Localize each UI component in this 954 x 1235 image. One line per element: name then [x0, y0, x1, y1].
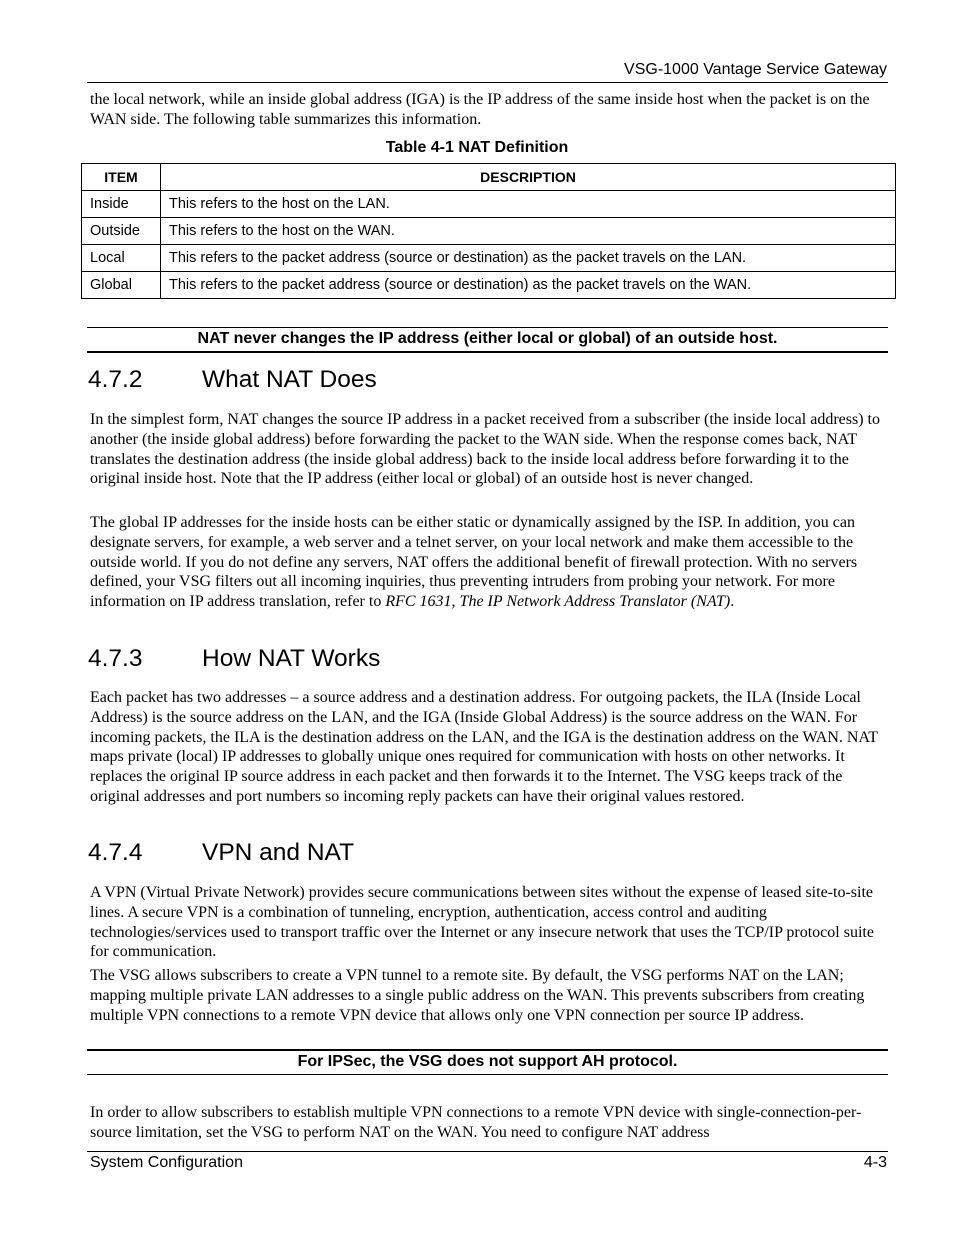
paragraph: In the simplest form, NAT changes the source IP address in a packet received from a subscriber (the inside local address) to another (the inside global address) before forwarding the packet to the WAN side. When the response comes back, NAT translates the destination address (the inside global address) back to the inside local address before forwarding it to the original inside host. Note that the IP address (either local or global) of an outside host is never changed.	[90, 411, 880, 488]
section-title: How NAT Works	[202, 645, 381, 672]
table-header-row	[82, 164, 896, 191]
section-title: VPN and NAT	[202, 839, 355, 866]
paragraph: A VPN (Virtual Private Network) provides secure communications between sites without the expense of leased site-to-site lines. A secure VPN is a combination of tunneling, encryption, authentication, access control and auditing technologies/services used to transport traffic over the Internet or any insecure network that uses the TCP/IP protocol suite for communication.	[90, 884, 874, 961]
paragraph: Each packet has two addresses – a source address and a destination address. For outgoing packets, the ILA (Inside Local Address) is the source address on the LAN, and the IGA (Inside Global Address) is the source address on the WAN. For incoming packets, the ILA is the destination address on the LAN, and the IGA is the destination address on the WAN. NAT maps private (local) IP addresses to globally unique ones required for communication with hosts on other networks. It replaces the original IP source address in each packet and then forwards it to the Internet. The VSG keeps track of the original addresses and port numbers so incoming reply packets can have their original values restored.	[90, 689, 878, 805]
reference-rfc: RFC 1631	[385, 593, 452, 611]
final-paragraph: In order to allow subscribers to establish multiple VPN connections to a remote VPN device with single-connection-per-source limitation, set the VSG to perform NAT on the WAN. You need to configure NAT address	[90, 1104, 862, 1141]
page-number: 4-3	[863, 1154, 887, 1171]
section-heading-vpn-and-nat	[88, 839, 354, 867]
note-nat-outside-host: NAT never changes the IP address (either local or global) of an outside host.	[197, 330, 778, 347]
paragraph	[90, 513, 890, 612]
note-ipsec-ah: For IPSec, the VSG does not support AH protocol.	[297, 1053, 678, 1070]
reference-separator: ,	[451, 593, 460, 611]
table-cell-item: Global	[82, 272, 161, 299]
table-cell-item: Local	[82, 245, 161, 272]
table-cell-description: This refers to the packet address (source or destination) as the packet travels on the WAN.	[161, 272, 896, 299]
header-divider	[87, 82, 888, 83]
paragraph-text: The global IP addresses for the inside hosts can be either static or dynamically assigned by the ISP. In addition, you can designate servers, for example, a web server and a telnet server, on your local network and make them accessible to the outside world. If you do not define any servers, NAT offers the additional benefit of firewall protection. With no servers defined, your VSG filters out all incoming inquiries, thus preventing intruders from probing your network. For more information on IP address translation, refer to	[90, 514, 858, 611]
footer-chapter-title: System Configuration	[90, 1154, 243, 1171]
table-cell-item: Outside	[82, 218, 161, 245]
section-title: What NAT Does	[202, 366, 377, 393]
table-cell-description: This refers to the packet address (source or destination) as the packet travels on the LAN.	[161, 245, 896, 272]
reference-end: .	[730, 593, 735, 611]
section-number: 4.7.2	[88, 366, 143, 393]
footer-divider	[87, 1151, 888, 1152]
note-bottom-rule	[87, 351, 888, 353]
table-row	[82, 272, 896, 299]
running-header-title: VSG-1000 Vantage Service Gateway	[624, 61, 887, 78]
note-top-rule	[87, 327, 888, 328]
table-caption: Table 4-1 NAT Definition	[385, 139, 569, 156]
paragraph: The VSG allows subscribers to create a VPN tunnel to a remote site. By default, the VSG performs NAT on the LAN; mapping multiple private LAN addresses to a single public address on the WAN. This prevents subscribers from creating multiple VPN connections to a remote VPN device that allows only one VPN connection per source IP address.	[90, 967, 865, 1024]
reference-title: The IP Network Address Translator (NAT)	[459, 593, 731, 611]
note-top-rule	[87, 1049, 888, 1051]
section-number: 4.7.4	[88, 839, 143, 866]
section-heading-how-nat-works	[88, 645, 380, 673]
table-row	[82, 218, 896, 245]
nat-definition-table	[81, 163, 896, 299]
table-row	[82, 245, 896, 272]
table-cell-description: This refers to the host on the WAN.	[161, 218, 896, 245]
section-number: 4.7.3	[88, 645, 143, 672]
section-heading-what-nat-does	[88, 366, 377, 394]
table-row	[82, 191, 896, 218]
note-bottom-rule	[87, 1074, 888, 1075]
table-cell-description: This refers to the host on the LAN.	[161, 191, 896, 218]
intro-paragraph: the local network, while an inside global address (IGA) is the IP address of the same inside host when the packet is on the WAN side. The following table summarizes this information.	[90, 91, 870, 128]
column-header-item: ITEM	[82, 164, 161, 191]
column-header-description: DESCRIPTION	[161, 164, 896, 191]
table-cell-item: Inside	[82, 191, 161, 218]
